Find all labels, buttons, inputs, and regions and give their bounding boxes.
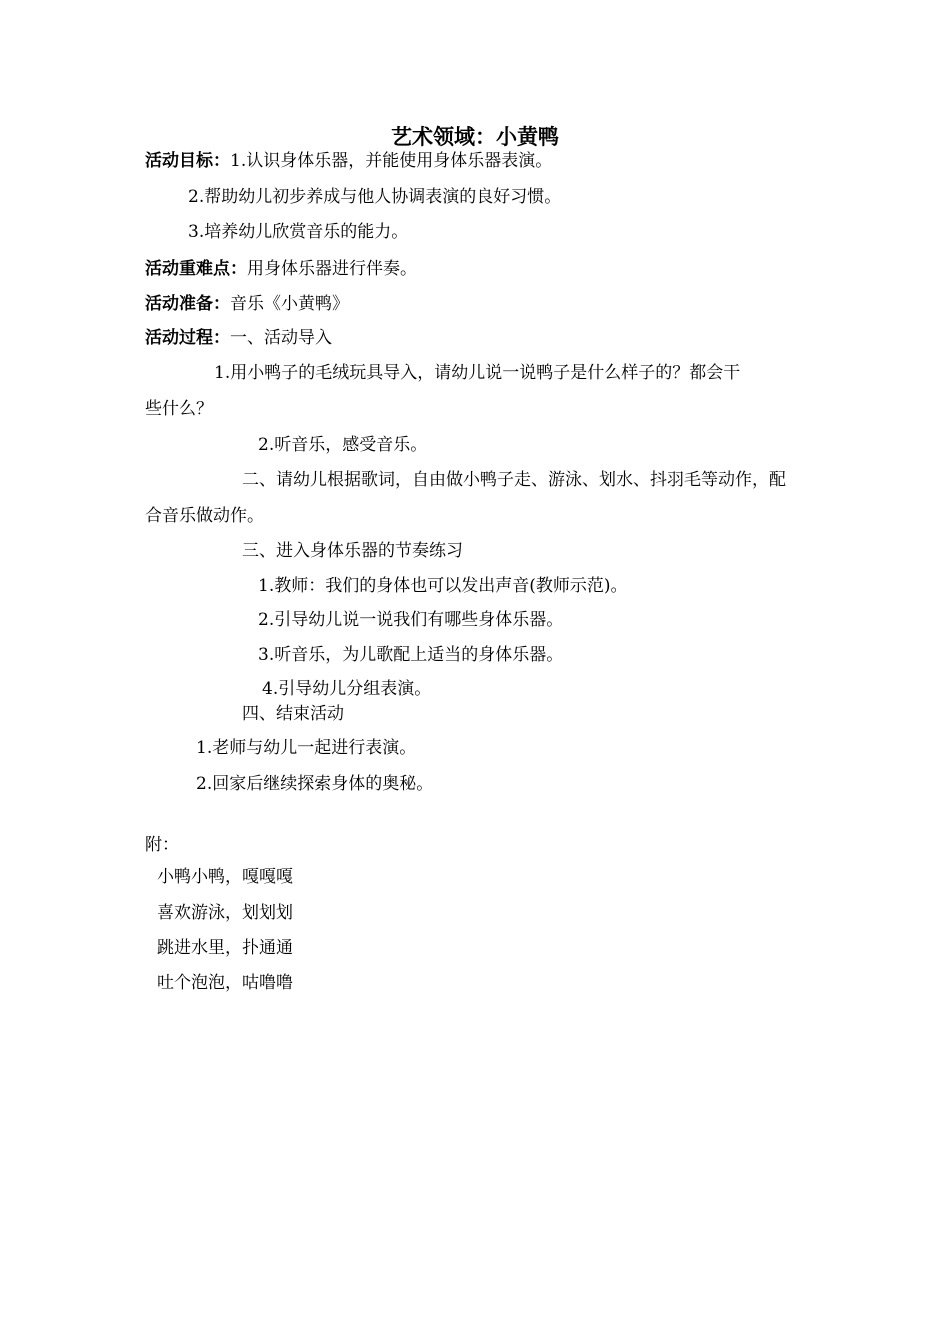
process-part1-item1-line2: 些什么？	[145, 399, 213, 419]
process-part3-heading: 三、进入身体乐器的节奏练习	[242, 541, 463, 561]
goals-line	[145, 150, 552, 172]
goal-item-2: 2.帮助幼儿初步养成与他人协调表演的良好习惯。	[188, 187, 562, 207]
key-points-line	[145, 258, 417, 280]
key-points-label: 活动重难点：	[145, 259, 247, 279]
lyric-line: 小鸭小鸭，嘎嘎嘎	[157, 867, 293, 887]
key-points-text: 用身体乐器进行伴奏。	[247, 259, 417, 279]
preparation-line	[145, 293, 349, 315]
goal-item-3: 3.培养幼儿欣赏音乐的能力。	[188, 222, 409, 242]
process-part1-item1-line1: 1.用小鸭子的毛绒玩具导入，请幼儿说一说鸭子是什么样子的？都会干	[214, 363, 741, 383]
process-part3-item2: 2.引导幼儿说一说我们有哪些身体乐器。	[258, 610, 564, 630]
process-part2-line2: 合音乐做动作。	[145, 506, 264, 526]
lyric-line: 喜欢游泳，划划划	[157, 903, 293, 923]
process-part2-line1: 二、请幼儿根据歌词，自由做小鸭子走、游泳、划水、抖羽毛等动作，配	[242, 470, 786, 490]
preparation-text: 音乐《小黄鸭》	[230, 294, 349, 314]
process-part3-item1: 1.教师：我们的身体也可以发出声音(教师示范)。	[258, 576, 628, 596]
process-line	[145, 327, 332, 349]
process-part3-item3: 3.听音乐，为儿歌配上适当的身体乐器。	[258, 645, 564, 665]
process-part4-heading: 四、结束活动	[242, 704, 344, 724]
lyric-line: 吐个泡泡，咕噜噜	[157, 973, 293, 993]
process-part3-item4: 4.引导幼儿分组表演。	[262, 679, 432, 699]
document-title: 艺术领域：小黄鸭	[391, 125, 559, 149]
process-part4-item2: 2.回家后继续探索身体的奥秘。	[196, 774, 434, 794]
appendix-label: 附：	[145, 835, 179, 855]
lyric-line: 跳进水里，扑通通	[157, 938, 293, 958]
goal-item-1: 1.认识身体乐器，并能使用身体乐器表演。	[230, 151, 553, 171]
process-label: 活动过程：	[145, 328, 230, 348]
preparation-label: 活动准备：	[145, 294, 230, 314]
process-part1-heading: 一、活动导入	[230, 328, 332, 348]
process-part4-item1: 1.老师与幼儿一起进行表演。	[196, 738, 417, 758]
process-part1-item2: 2.听音乐，感受音乐。	[258, 435, 428, 455]
goals-label: 活动目标：	[145, 151, 230, 171]
